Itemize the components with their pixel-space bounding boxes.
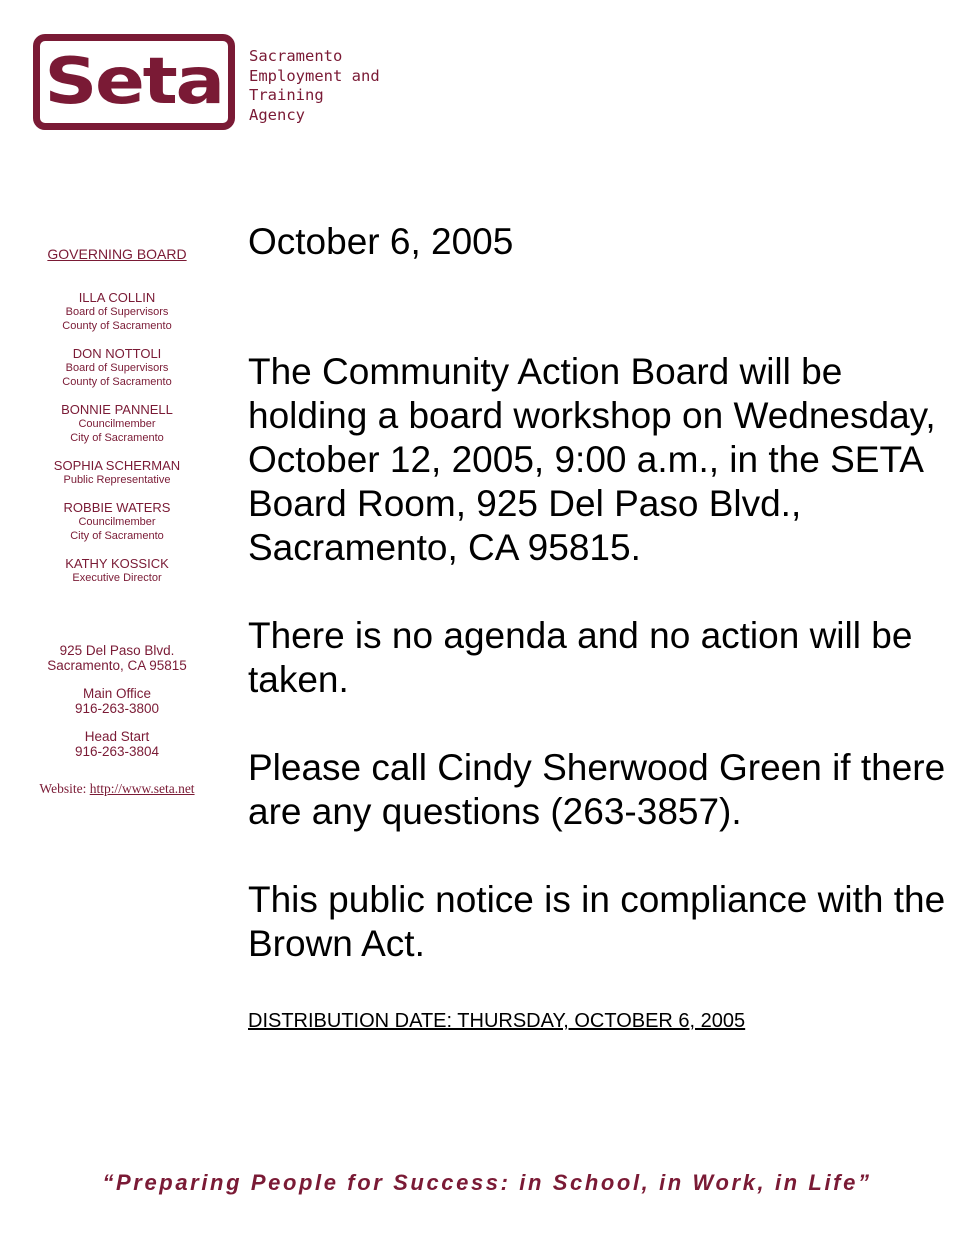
distribution-date: DISTRIBUTION DATE: THURSDAY, OCTOBER 6, 2005 xyxy=(248,1010,746,1032)
board-member xyxy=(16,290,218,333)
board-member xyxy=(16,500,218,543)
office-label: Main Office xyxy=(82,686,152,701)
member-role: Board of Supervisors xyxy=(65,362,169,374)
letter-date: October 6, 2005 xyxy=(248,221,514,262)
address-line: 925 Del Paso Blvd. xyxy=(59,643,175,658)
seta-logo xyxy=(33,34,235,130)
office-phone: 916-263-3800 xyxy=(74,701,160,716)
office-label: Head Start xyxy=(84,729,150,744)
sidebar xyxy=(16,246,218,797)
notice-paragraph: This public notice is in compliance with the Brown Act. xyxy=(248,879,946,964)
board-member xyxy=(16,556,218,585)
member-name: SOPHIA SCHERMAN xyxy=(53,458,181,473)
website xyxy=(16,781,218,797)
governing-board-title: GOVERNING BOARD xyxy=(47,246,187,262)
notice-paragraph: There is no agenda and no action will be taken. xyxy=(248,615,913,700)
main-office xyxy=(16,686,218,716)
notice-body xyxy=(248,220,948,1033)
agency-line: Sacramento xyxy=(249,47,343,65)
agency-line: Training xyxy=(249,86,324,104)
agency-name xyxy=(249,47,380,125)
member-name: DON NOTTOLI xyxy=(72,346,162,361)
notice-paragraph: The Community Action Board will be holding a board workshop on Wednesday, October 12, 2005, 9:00 a.m., in the SETA Board Room, 925 Del Paso Blvd., Sacramento, CA 95815. xyxy=(248,351,936,568)
agency-line: Agency xyxy=(249,105,305,124)
website-link[interactable]: http://www.seta.net xyxy=(89,781,195,796)
member-role: Councilmember xyxy=(78,418,156,430)
member-role: City of Sacramento xyxy=(70,530,164,542)
board-member xyxy=(16,346,218,389)
address-line: Sacramento, CA 95815 xyxy=(47,658,187,673)
member-name: ROBBIE WATERS xyxy=(63,500,171,515)
notice-paragraph: Please call Cindy Sherwood Green if there are any questions (263-3857). xyxy=(248,747,946,832)
member-name: KATHY KOSSICK xyxy=(65,556,169,571)
office-phone: 916-263-3804 xyxy=(74,744,160,759)
member-role: County of Sacramento xyxy=(62,320,172,332)
agency-line: Employment and xyxy=(249,66,380,85)
member-role: Public Representative xyxy=(63,474,171,486)
footer-slogan: “Preparing People for Success: in School, in Work, in Life” xyxy=(102,1170,872,1195)
agency-address xyxy=(16,643,218,673)
board-member xyxy=(16,458,218,487)
member-name: BONNIE PANNELL xyxy=(61,402,173,417)
board-member xyxy=(16,402,218,445)
member-role: Councilmember xyxy=(78,516,156,528)
member-role: Executive Director xyxy=(72,572,162,584)
member-role: City of Sacramento xyxy=(70,432,164,444)
logo-wordmark: Seta xyxy=(44,45,224,119)
member-role: Board of Supervisors xyxy=(65,306,169,318)
website-label: Website: xyxy=(39,781,90,796)
member-name: ILLA COLLIN xyxy=(78,290,156,305)
head-start-office xyxy=(16,729,218,759)
member-role: County of Sacramento xyxy=(62,376,172,388)
